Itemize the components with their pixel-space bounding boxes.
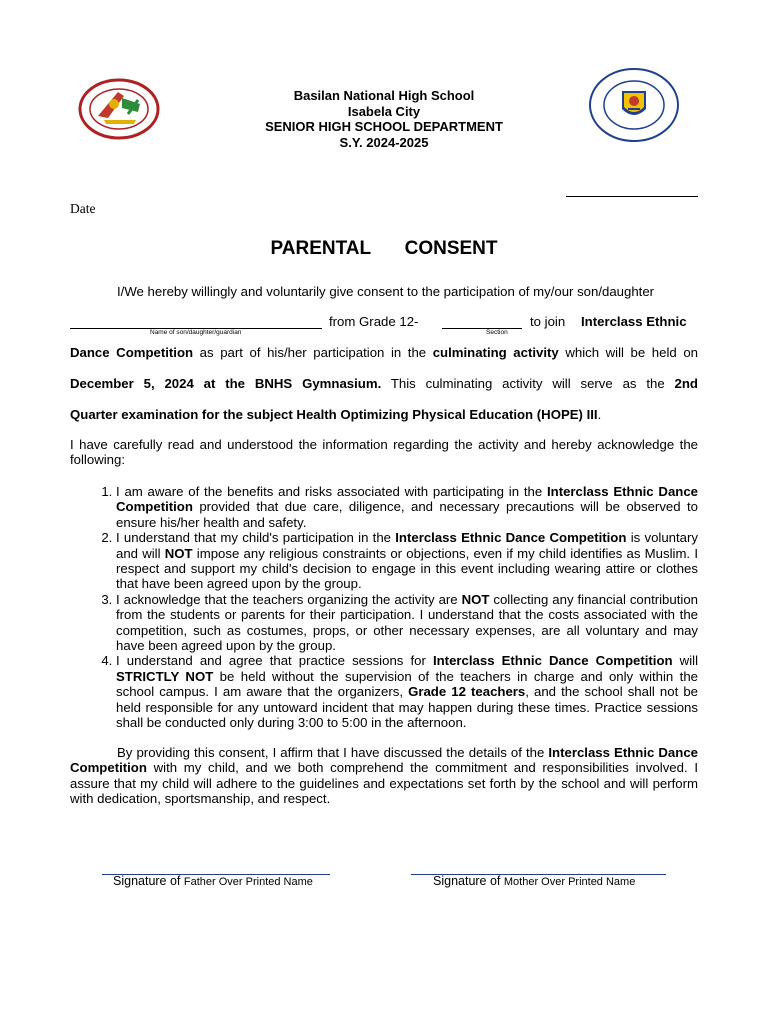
consent-line-2 <box>70 314 698 336</box>
consent-line-4: December 5, 2024 at the BNHS Gymnasium. This culminating activity will serve as the 2nd <box>70 376 698 391</box>
from-grade-text: from Grade 12- <box>329 314 419 329</box>
name-caption: Name of son/daughter/guardian <box>150 329 242 336</box>
list-item: 3. I acknowledge that the teachers organizing the activity are NOT collecting any financial contribution from the students or parents for their participation. I understand that the costs associated with the competition, such as costumes, props, or other necessary expenses, are all voluntary and may have been agreed upon by the group. <box>116 592 698 654</box>
school-year: S.Y. 2024-2025 <box>339 134 429 150</box>
document-title: PARENTAL CONSENT <box>270 238 498 259</box>
consent-line-5: Quarter examination for the subject Health Optimizing Physical Education (HOPE) III. <box>70 407 602 422</box>
mother-signature-label: Signature of Mother Over Printed Name <box>433 874 636 888</box>
to-join-text: to join <box>530 314 566 329</box>
consent-line-1: I/We hereby willingly and voluntarily give consent to the participation of my/our son/daughter <box>117 284 655 299</box>
school-logo <box>78 78 160 140</box>
acknowledgement-list <box>70 484 698 731</box>
list-item: 2. I understand that my child's participation in the Interclass Ethnic Dance Competition is voluntary and will NOT impose any religious constraints or objections, even if my child identifies as Muslim. I respect and support my child's decision to engage in this event including wearing attire or clothes that have been agreed upon by the group. <box>116 530 698 592</box>
school-city: Isabela City <box>347 103 421 119</box>
acknowledge-paragraph: I have carefully read and understood the information regarding the activity and hereby acknowledge the following: <box>70 437 698 468</box>
date-blank[interactable] <box>566 196 698 197</box>
father-signature-label: Signature of Father Over Printed Name <box>113 874 313 888</box>
school-header <box>200 88 568 150</box>
department-name: SENIOR HIGH SCHOOL DEPARTMENT <box>265 119 503 134</box>
deped-seal <box>588 67 680 143</box>
date-label: Date <box>70 201 96 216</box>
list-item: 1. I am aware of the benefits and risks associated with participating in the Interclass Ethnic Dance Competition provided that due care, diligence, and necessary precautions will be observed to ensure his/her health and safety. <box>116 484 698 530</box>
event-name: Interclass Ethnic <box>581 314 687 329</box>
affirmation-paragraph: By providing this consent, I affirm that I have discussed the details of the Interclass Ethnic Dance Competition with my child, and we both comprehend the commitment and responsibilities involved. I assure that my child will adhere to the guidelines and expectations set forth by the school and will perform with dedication, sportsmanship, and respect. <box>70 745 698 807</box>
section-blank[interactable] <box>442 314 522 329</box>
consent-line-3: Dance Competition as part of his/her participation in the culminating activity which will be held on <box>70 345 698 360</box>
section-caption: Section <box>486 329 508 336</box>
school-name: Basilan National High School <box>293 88 475 103</box>
list-item: 4. I understand and agree that practice sessions for Interclass Ethnic Dance Competition will STRICTLY NOT be held without the supervision of the teachers in charge and only within the school campus. I am aware that the organizers, Grade 12 teachers, and the school shall not be held responsible for any untoward incident that may happen during these times. Practice sessions shall be conducted only during 3:00 to 5:00 in the afternoon. <box>116 653 698 730</box>
student-name-blank[interactable] <box>70 314 322 329</box>
